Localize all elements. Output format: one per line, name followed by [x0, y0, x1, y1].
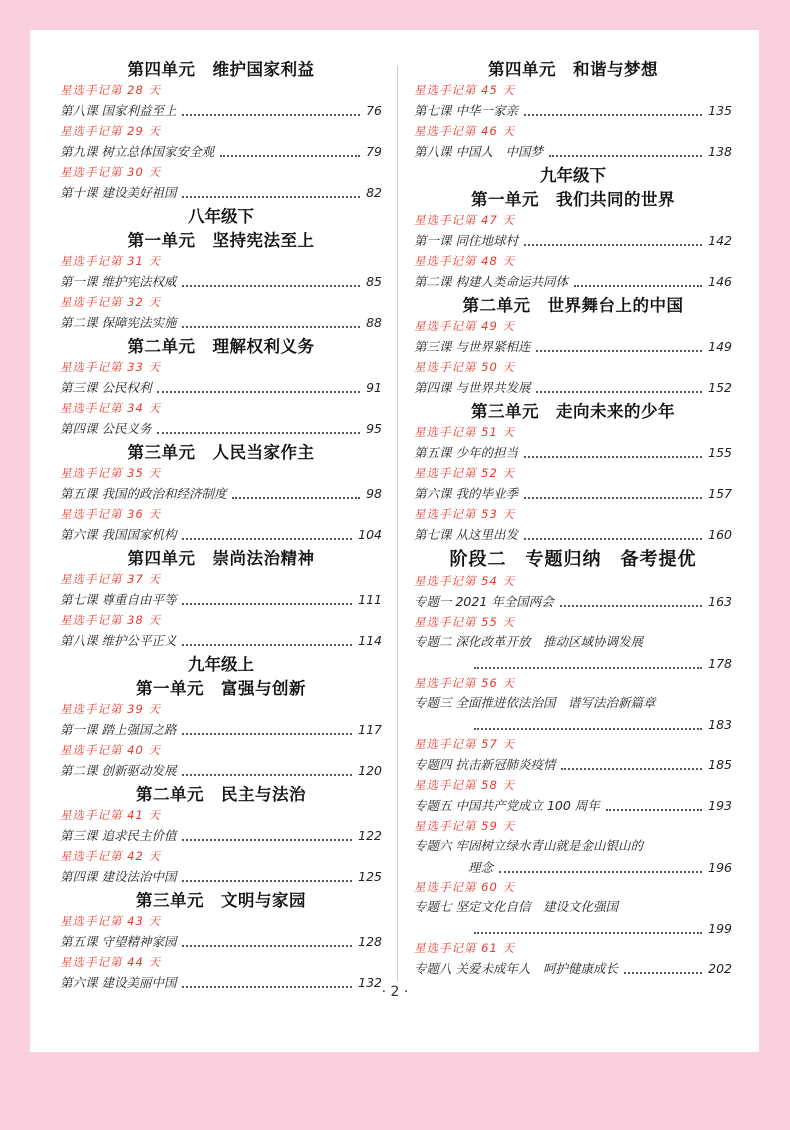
day-label: 星选手记第 47 天 [414, 213, 515, 227]
toc-entry-title: 第七课 从这里出发 [414, 527, 518, 542]
toc-entry-continuation [414, 653, 732, 675]
dot-leader [549, 154, 702, 157]
toc-entry-title: 第二课 构建人类命运共同体 [414, 274, 568, 289]
dot-leader [499, 870, 702, 873]
toc-entry[interactable] [414, 523, 732, 547]
toc-entry-title: 专题四 抗击新冠肺炎疫情 [414, 757, 556, 772]
dot-leader [474, 666, 702, 669]
day-label: 星选手记第 44 天 [60, 955, 161, 969]
toc-entry[interactable] [60, 824, 382, 848]
day-label: 星选手记第 30 天 [60, 165, 161, 179]
dot-leader [561, 767, 702, 770]
day-label: 星选手记第 38 天 [60, 613, 161, 627]
toc-entry-continuation [414, 714, 732, 736]
toc-entry[interactable] [60, 865, 382, 889]
unit-heading: 第三单元 走向未来的少年 [471, 402, 675, 421]
toc-entry-title: 专题五 中国共产党成立 100 周年 [414, 798, 600, 813]
toc-entry[interactable] [60, 140, 382, 164]
toc-entry-page: 178 [708, 656, 732, 671]
toc-entry-title: 第八课 中国人 中国梦 [414, 144, 543, 159]
toc-entry-page: 111 [358, 592, 382, 607]
unit-heading: 第二单元 民主与法治 [136, 785, 306, 804]
toc-entry[interactable] [60, 930, 382, 954]
toc-entry[interactable] [414, 794, 732, 818]
day-label: 星选手记第 32 天 [60, 295, 161, 309]
dot-leader [524, 113, 702, 116]
toc-entry-page: 125 [358, 869, 382, 884]
dot-leader [182, 602, 352, 605]
toc-entry-page: 91 [366, 380, 382, 395]
day-label: 星选手记第 60 天 [414, 880, 515, 894]
toc-entry-title: 第五课 少年的担当 [414, 445, 518, 460]
toc-entry-page: 128 [358, 934, 382, 949]
toc-entry-title: 第三课 公民权利 [60, 380, 152, 395]
dot-leader [220, 154, 360, 157]
unit-heading: 第四单元 和谐与梦想 [488, 60, 658, 79]
unit-heading: 第二单元 理解权利义务 [127, 337, 315, 356]
day-label: 星选手记第 52 天 [414, 466, 515, 480]
day-label: 星选手记第 34 天 [60, 401, 161, 415]
toc-entry[interactable] [60, 417, 382, 441]
toc-entry[interactable] [414, 482, 732, 506]
toc-entry-title: 专题三 全面推进依法治国 谱写法治新篇章 [414, 695, 656, 710]
day-label: 星选手记第 40 天 [60, 743, 161, 757]
toc-entry-title: 第四课 公民义务 [60, 421, 152, 436]
toc-entry-title: 第一课 踏上强国之路 [60, 722, 177, 737]
unit-heading: 第一单元 我们共同的世界 [471, 190, 675, 209]
day-label: 星选手记第 58 天 [414, 778, 515, 792]
toc-entry-title: 第四课 建设法治中国 [60, 869, 177, 884]
toc-entry-page: 193 [708, 798, 732, 813]
day-label: 星选手记第 55 天 [414, 615, 515, 629]
toc-entry[interactable] [414, 335, 732, 359]
toc-entry-title: 专题七 坚定文化自信 建设文化强国 [414, 899, 618, 914]
toc-entry-page: 155 [708, 445, 732, 460]
toc-entry-title: 第八课 维护公平正义 [60, 633, 177, 648]
day-label: 星选手记第 46 天 [414, 124, 515, 138]
toc-entry-page: 157 [708, 486, 732, 501]
toc-entry-page: 79 [366, 144, 382, 159]
toc-entry[interactable] [414, 441, 732, 465]
toc-entry-title: 第五课 我国的政治和经济制度 [60, 486, 227, 501]
dot-leader [157, 431, 360, 434]
toc-entry-page: 146 [708, 274, 732, 289]
unit-heading: 第二单元 世界舞台上的中国 [462, 296, 684, 315]
toc-entry[interactable] [60, 523, 382, 547]
dot-leader [524, 455, 702, 458]
toc-entry-title: 第九课 树立总体国家安全观 [60, 144, 214, 159]
dot-leader [157, 390, 360, 393]
toc-entry[interactable] [414, 692, 732, 736]
unit-heading: 第三单元 文明与家园 [136, 891, 306, 910]
toc-entry[interactable] [60, 482, 382, 506]
toc-entry-page: 122 [358, 828, 382, 843]
dot-leader [182, 773, 352, 776]
unit-heading: 第四单元 维护国家利益 [127, 60, 315, 79]
toc-entry-title: 第四课 与世界共发展 [414, 380, 531, 395]
toc-entry-title: 第六课 我的毕业季 [414, 486, 518, 501]
day-label: 星选手记第 51 天 [414, 425, 515, 439]
day-label: 星选手记第 56 天 [414, 676, 515, 690]
toc-entry[interactable] [60, 718, 382, 742]
grade-heading: 九年级下 [540, 166, 606, 185]
day-label: 星选手记第 36 天 [60, 507, 161, 521]
toc-entry-page: 142 [708, 233, 732, 248]
toc-entry-page: 135 [708, 103, 732, 118]
toc-entry[interactable] [60, 376, 382, 400]
toc-entry-page: 117 [358, 722, 382, 737]
dot-leader [182, 732, 352, 735]
toc-entry-page: 132 [358, 975, 382, 990]
toc-entry-page: 98 [366, 486, 382, 501]
toc-entry[interactable] [60, 759, 382, 783]
dot-leader [182, 838, 352, 841]
toc-entry-title: 专题一 2021 年全国两会 [414, 594, 554, 609]
day-label: 星选手记第 54 天 [414, 574, 515, 588]
day-label: 星选手记第 41 天 [60, 808, 161, 822]
unit-heading: 第一单元 富强与创新 [136, 679, 306, 698]
toc-entry-title: 第一课 同住地球村 [414, 233, 518, 248]
toc-entry[interactable] [414, 896, 732, 940]
dot-leader [232, 496, 360, 499]
toc-entry-page: 163 [708, 594, 732, 609]
day-label: 星选手记第 37 天 [60, 572, 161, 586]
page-number: · 2 · [381, 984, 409, 1000]
dot-leader [574, 284, 702, 287]
toc-entry-page: 104 [358, 527, 382, 542]
toc-entry[interactable] [414, 376, 732, 400]
day-label: 星选手记第 61 天 [414, 941, 515, 955]
toc-entry[interactable] [414, 590, 732, 614]
day-label: 星选手记第 53 天 [414, 507, 515, 521]
column-divider [397, 66, 398, 981]
toc-entry-title-cont: 理念 [468, 860, 494, 875]
toc-entry-title: 第二课 创新驱动发展 [60, 763, 177, 778]
toc-entry[interactable] [60, 270, 382, 294]
toc-entry[interactable] [414, 957, 732, 981]
stage-heading: 阶段二 专题归纳 备考提优 [449, 549, 697, 570]
day-label: 星选手记第 48 天 [414, 254, 515, 268]
day-label: 星选手记第 50 天 [414, 360, 515, 374]
toc-entry-page: 138 [708, 144, 732, 159]
toc-entry-title: 第十课 建设美好祖国 [60, 185, 177, 200]
dot-leader [524, 496, 702, 499]
toc-entry[interactable] [60, 588, 382, 612]
toc-entry-page: 152 [708, 380, 732, 395]
toc-entry[interactable] [414, 270, 732, 294]
day-label: 星选手记第 31 天 [60, 254, 161, 268]
dot-leader [182, 195, 360, 198]
dot-leader [182, 643, 352, 646]
toc-entry-title: 第三课 追求民主价值 [60, 828, 177, 843]
dot-leader [474, 727, 702, 730]
toc-entry-title: 专题二 深化改革开放 推动区域协调发展 [414, 634, 643, 649]
toc-entry-page: 114 [358, 633, 382, 648]
toc-entry-page: 199 [708, 921, 732, 936]
toc-entry-page: 196 [708, 860, 732, 875]
grade-heading: 八年级下 [188, 207, 254, 226]
toc-entry-page: 95 [366, 421, 382, 436]
day-label: 星选手记第 59 天 [414, 819, 515, 833]
toc-column-right [414, 58, 732, 981]
dot-leader [606, 808, 702, 811]
dot-leader [182, 537, 352, 540]
toc-entry-page: 202 [708, 961, 732, 976]
dot-leader [182, 879, 352, 882]
toc-entry[interactable] [60, 311, 382, 335]
day-label: 星选手记第 57 天 [414, 737, 515, 751]
toc-entry-continuation [414, 857, 732, 879]
grade-heading: 九年级上 [188, 655, 254, 674]
toc-entry-title: 第五课 守望精神家园 [60, 934, 177, 949]
dot-leader [524, 243, 702, 246]
dot-leader [524, 537, 702, 540]
dot-leader [182, 113, 360, 116]
toc-entry-page: 85 [366, 274, 382, 289]
day-label: 星选手记第 42 天 [60, 849, 161, 863]
toc-entry[interactable] [414, 631, 732, 675]
toc-entry-page: 185 [708, 757, 732, 772]
toc-entry-title: 第八课 国家利益至上 [60, 103, 177, 118]
toc-entry-page: 76 [366, 103, 382, 118]
toc-entry-page: 82 [366, 185, 382, 200]
toc-entry-title: 第三课 与世界紧相连 [414, 339, 531, 354]
day-label: 星选手记第 35 天 [60, 466, 161, 480]
toc-entry-continuation [414, 918, 732, 940]
dot-leader [536, 390, 702, 393]
day-label: 星选手记第 49 天 [414, 319, 515, 333]
toc-entry[interactable] [60, 181, 382, 205]
toc-entry-page: 183 [708, 717, 732, 732]
toc-entry-title: 专题六 牢固树立绿水青山就是金山银山的 [414, 838, 643, 853]
dot-leader [560, 604, 702, 607]
toc-entry-title: 第二课 保障宪法实施 [60, 315, 177, 330]
day-label: 星选手记第 33 天 [60, 360, 161, 374]
toc-entry-title: 第七课 尊重自由平等 [60, 592, 177, 607]
day-label: 星选手记第 29 天 [60, 124, 161, 138]
unit-heading: 第三单元 人民当家作主 [127, 443, 315, 462]
dot-leader [536, 349, 702, 352]
day-label: 星选手记第 43 天 [60, 914, 161, 928]
day-label: 星选手记第 45 天 [414, 83, 515, 97]
toc-entry[interactable] [60, 99, 382, 123]
day-label: 星选手记第 39 天 [60, 702, 161, 716]
toc-entry[interactable] [414, 753, 732, 777]
toc-entry-title: 第一课 维护宪法权威 [60, 274, 177, 289]
toc-entry-title: 第六课 建设美丽中国 [60, 975, 177, 990]
toc-entry[interactable] [414, 140, 732, 164]
day-label: 星选手记第 28 天 [60, 83, 161, 97]
toc-entry[interactable] [414, 229, 732, 253]
dot-leader [182, 325, 360, 328]
toc-entry[interactable] [414, 835, 732, 879]
dot-leader [474, 931, 702, 934]
toc-entry-page: 120 [358, 763, 382, 778]
dot-leader [182, 944, 352, 947]
dot-leader [182, 284, 360, 287]
toc-entry-page: 160 [708, 527, 732, 542]
toc-entry[interactable] [60, 629, 382, 653]
toc-entry-title: 第七课 中华一家亲 [414, 103, 518, 118]
unit-heading: 第四单元 崇尚法治精神 [127, 549, 315, 568]
toc-entry-page: 149 [708, 339, 732, 354]
toc-entry[interactable] [414, 99, 732, 123]
toc-entry-title: 第六课 我国国家机构 [60, 527, 177, 542]
toc-column-left [60, 58, 382, 995]
toc-entry-page: 88 [366, 315, 382, 330]
toc-entry-title: 专题八 关爱未成年人 呵护健康成长 [414, 961, 618, 976]
unit-heading: 第一单元 坚持宪法至上 [127, 231, 315, 250]
dot-leader [624, 971, 702, 974]
